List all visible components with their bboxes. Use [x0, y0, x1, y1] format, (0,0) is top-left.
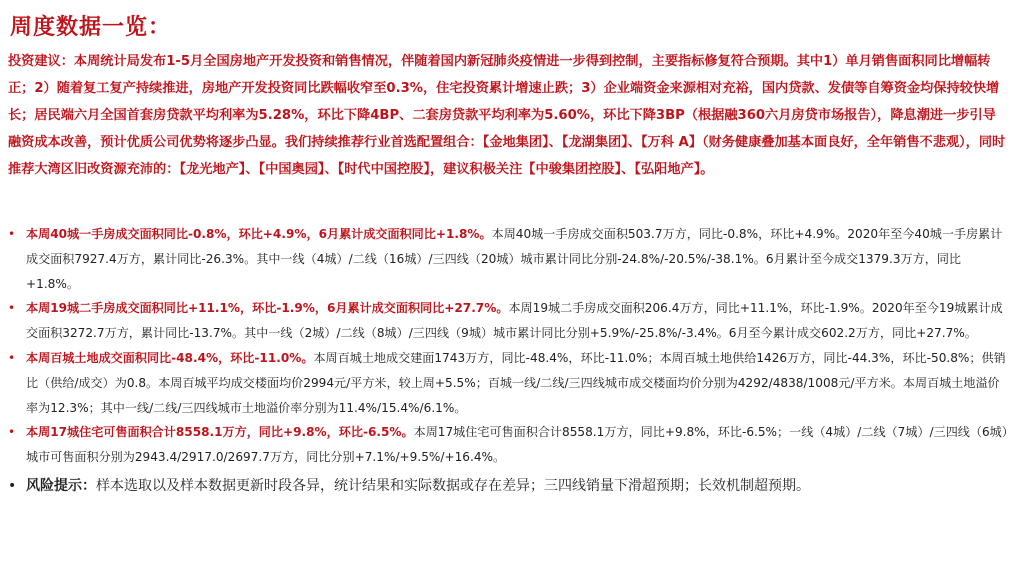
list-item [8, 296, 1008, 346]
bullet-highlight: 本周40城一手房成交面积同比-0.8%，环比+4.9%，6月累计成交面积同比+1.8%。 [26, 227, 492, 241]
bullet-text: 本周19城二手房成交面积206.4万方，同比+11.1%，环比-1.9%。2020年至今19城累计成交面积3272.7万方，累计同比-13.7%。其中一线（2城）/二线（8城）/三四线（9城）城市累计同比分别+5.9%/-25.8%/-3.4%。6月至今累计成交602.2万方，同比+27.7%。 [26, 301, 1003, 341]
bullet-highlight: 本周19城二手房成交面积同比+11.1%，环比-1.9%，6月累计成交面积同比+27.7%。 [26, 301, 509, 316]
bullet-icon: • [8, 350, 16, 365]
risk-text: 样本选取以及样本数据更新时段各异，统计结果和实际数据或存在差异；三四线销量下滑超预期；长效机制超预期。 [96, 477, 810, 494]
data-bullet-list [8, 222, 1008, 500]
bullet-icon: • [8, 425, 16, 440]
risk-item [8, 472, 1008, 500]
risk-label: 风险提示： [26, 477, 96, 494]
bullet-text: 本周40城一手房成交面积503.7万方，同比-0.8%，环比+4.9%。2020年至今40城一手房累计成交面积7927.4万方，累计同比-26.3%。其中一线（4城）/二线（16城）/三四线（20城）城市累计同比分别-24.8%/-20.5%/-38.1%。6月累计至今成交1379.3万方，同比+1.8%。 [26, 227, 1003, 291]
page-title: 周度数据一览： [10, 15, 172, 40]
bullet-icon: • [8, 477, 17, 494]
bullet-icon: • [8, 301, 16, 316]
bullet-text: 本周17城住宅可售面积合计8558.1万方，同比+9.8%，环比-6.5%；一线（4城）/二线（7城）/三四线（6城）城市可售面积分别为2943.4/2917.0/2697.7万方，同比分别+7.1%/+9.5%/+16.4%。 [26, 425, 1008, 465]
list-item [8, 420, 1008, 470]
bullet-highlight: 本周17城住宅可售面积合计8558.1万方，同比+9.8%，环比-6.5%。 [26, 425, 414, 440]
list-item [8, 222, 1008, 296]
bullet-highlight: 本周百城土地成交面积同比-48.4%，环比-11.0%。 [26, 350, 314, 365]
bullet-icon: • [8, 227, 16, 241]
list-item [8, 346, 1008, 420]
bullet-text: 本周百城土地成交建面1743万方，同比-48.4%，环比-11.0%；本周百城土地供给1426万方，同比-44.3%，环比-50.8%；供销比（供给/成交）为0.8。本周百城平均成交楼面均价2994元/平方米，较上周+5.5%；百城一线/二线/三四线城市成交楼面均价分别为4292/4838/1008元/平方米。本周百城土地溢价率为12.3%；其中一线/二线/三四线城市土地溢价率分别为11.4%/15.4%/6.1%。 [26, 350, 1006, 415]
investment-advice: 投资建议：本周统计局发布1-5月全国房地产开发投资和销售情况，伴随着国内新冠肺炎疫情进一步得到控制，主要指标修复符合预期。其中1）单月销售面积同比增幅转正；2）随着复工复产持续推进，房地产开发投资同比跌幅收窄至0.3%，住宅投资累计增速止跌；3）企业端资金来源相对充裕，国内贷款、发债等自筹资金均保持较快增长；居民端六月全国首套房贷款平均利率为5.28%，环比下降4BP、二套房贷款平均利率为5.60%，环比下降3BP（根据融360六月房贷市场报告），降息潮进一步引导融资成本改善，预计优质公司优势将逐步凸显。我们持续推荐行业首选配置组合：【金地集团】、【龙湖集团】、【万科 A】（财务健康叠加基本面良好，全年销售不悲观），同时推荐大湾区旧改资源充沛的：【龙光地产】、【中国奥园】、【时代中国控股】，建议积极关注【中骏集团控股】、【弘阳地产】。 [8, 54, 1006, 177]
